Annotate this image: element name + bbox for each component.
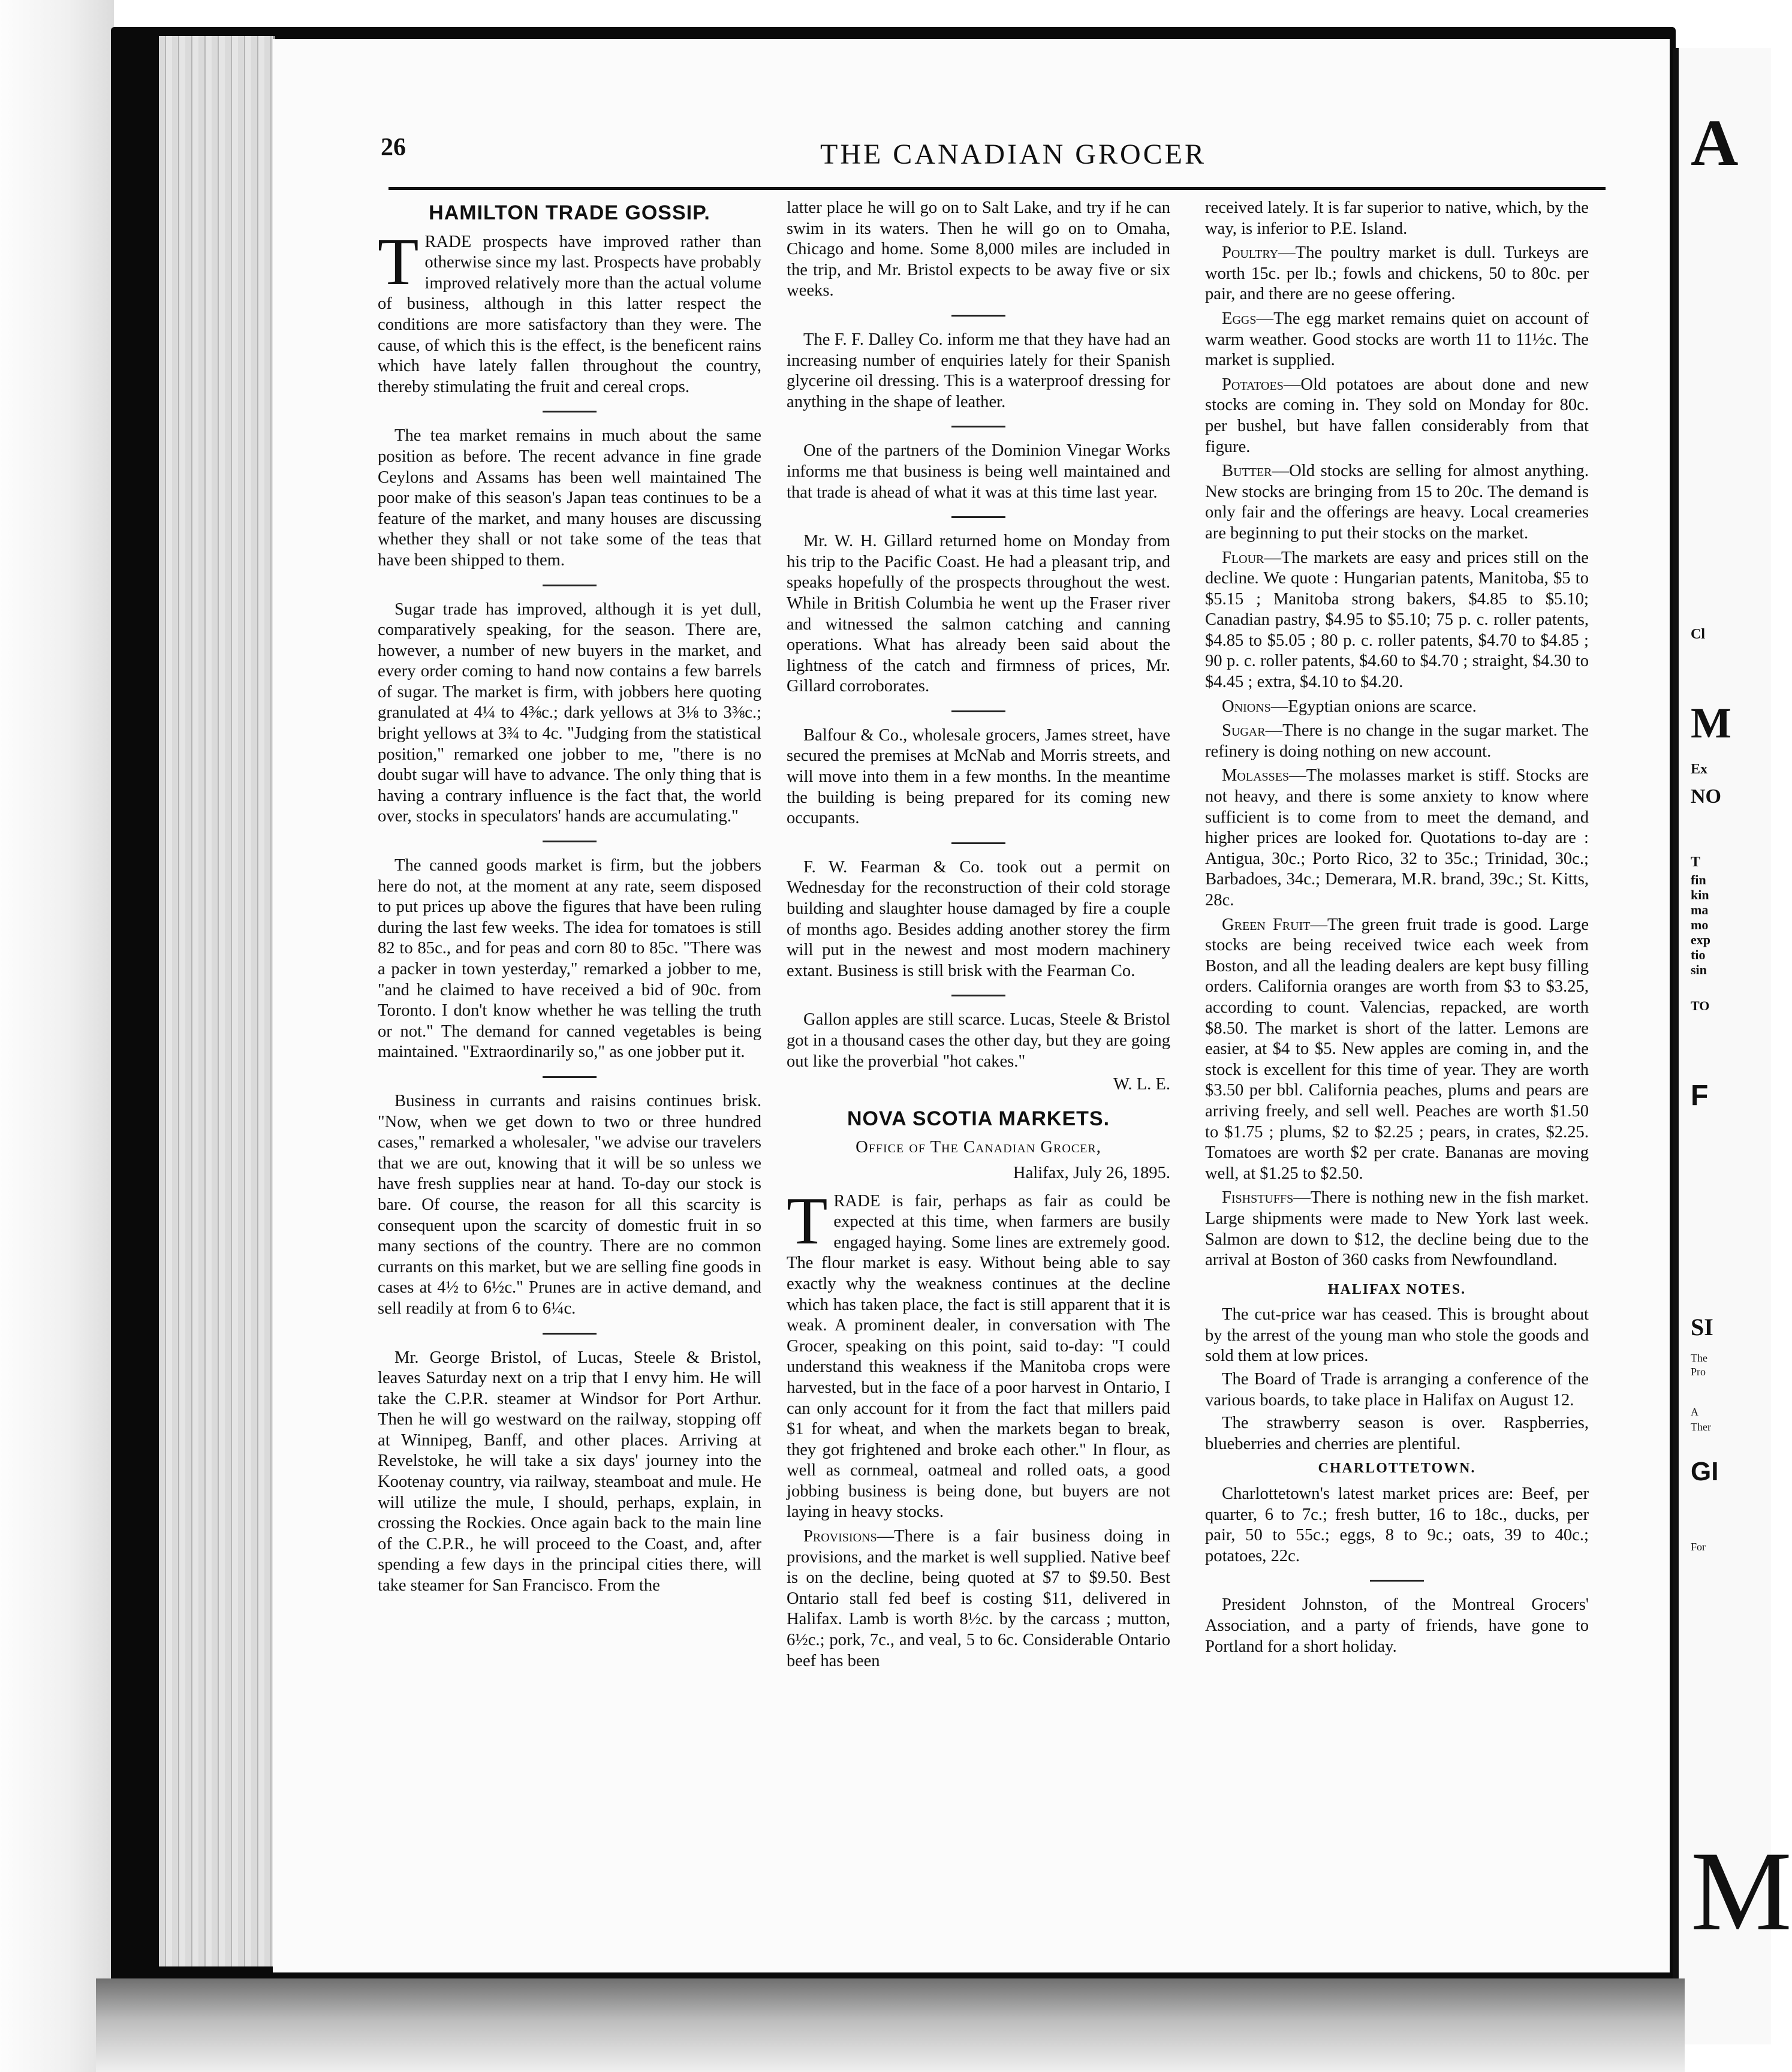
article-paragraph bbox=[1205, 243, 1589, 305]
paragraph-text: —Old potatoes are about done and new stocks are coming in. They sold on Monday for 80c. per bushel, but have fallen considerably from that figure. bbox=[1205, 375, 1589, 456]
section-separator bbox=[543, 1076, 597, 1078]
running-title: THE CANADIAN GROCER bbox=[820, 138, 1206, 170]
fragment-text: SI bbox=[1691, 1314, 1713, 1341]
section-separator bbox=[951, 842, 1005, 844]
section-separator bbox=[951, 710, 1005, 712]
column-3 bbox=[1205, 198, 1589, 1673]
article-paragraph bbox=[378, 224, 761, 398]
section-lead: Provisions bbox=[803, 1527, 877, 1546]
section-lead: Potatoes bbox=[1222, 375, 1284, 394]
paragraph-text: —Egyptian onions are scarce. bbox=[1270, 697, 1477, 716]
section-separator bbox=[951, 995, 1005, 996]
section-separator bbox=[1370, 1580, 1424, 1582]
paragraph-text: —The green fruit trade is good. Large stocks are being received twice each week from Boston, and all the leading dealers are kept busy filling orders. California oranges are worth from $3 to $3.25, according to count. Valencias, repacked, are worth $8.50. The market is short of the latter. Lemons are easier, at $4 to $5. New apples are coming in, and the stock is excellent for this time of year. They are worth $3.50 per bbl. California peaches, plums and pears are arriving freely, and sell well. Peaches are worth $1.50 to $1.75 ; plums, $2 to $2.25 ; pears, in crates, $2.25. Tomatoes are worth $2 per crate. Bananas are moving well, at $1.25 to $2.50. bbox=[1205, 915, 1589, 1183]
section-lead: Flour bbox=[1222, 548, 1264, 567]
fragment-text: A bbox=[1691, 106, 1739, 179]
article-paragraph bbox=[1205, 697, 1589, 718]
section-lead: Poultry bbox=[1222, 243, 1279, 263]
drop-cap: T bbox=[378, 224, 419, 299]
section-heading: HALIFAX NOTES. bbox=[1327, 1281, 1466, 1297]
paragraph-text: RADE prospects have improved rather than otherwise since my last. Prospects have probably improved relatively more than the actual volume of business, although in this latter respect the conditions are more satisfactory than they were. The cause, of which this is the effect, is the beneficent rains which have lately fallen throughout the country, thereby stimulating the fruit and cereal crops. bbox=[378, 232, 761, 396]
article-paragraph: Gallon apples are still scarce. Lucas, Steele & Bristol got in a thousand cases the other day, but they are going out like the proverbial "hot cakes." bbox=[787, 1010, 1170, 1071]
article-paragraph bbox=[787, 1526, 1170, 1672]
fragment-text: The bbox=[1691, 1352, 1707, 1364]
article-paragraph: Business in currants and raisins continues brisk. "Now, when we get down to two or three hundred cases," remarked a wholesaler, "we advise our travelers that we are out, knowing that it will be so unless we have fresh supplies near at hand. To-day our stock is bare. Of course, the reason for all this scarcity is consequent upon the scarcity of domestic fruit in so many sections of the country. There are no common currants on this market, but we are selling fine goods in cases at 4½ to 6½c." Prunes are in active demand, and sell readily at from 6 to 6¼c. bbox=[378, 1091, 761, 1318]
section-lead: Eggs bbox=[1222, 309, 1257, 328]
article-paragraph: The strawberry season is over. Raspberries, blueberries and cherries are plentiful. bbox=[1205, 1414, 1589, 1453]
article-paragraph: The tea market remains in much about the same position as before. The recent advance in fine grade Ceylons and Assams has been well maintained The poor make of this season's Japan teas continues to be a feature of the market, and many houses are discussing whether they shall or not take some of the teas that have been shipped to them. bbox=[378, 426, 761, 570]
article-paragraph: The canned goods market is firm, but the jobbers here do not, at the moment at any rate, seem disposed to put prices up above the figures that have been ruling during the last few weeks. The idea for tomatoes is still 82 to 85c., and for peas and corn 80 to 85c. "There was a packer in town yesterday," remarked a jobber to me, "and he claimed to have received a bid of 90c. from Toronto. I don't know whether he was telling the truth or not." The demand for canned vegetables is being maintained. "Extraordinarily so," as one jobber put it. bbox=[378, 856, 761, 1062]
fragment-text: tio bbox=[1691, 947, 1706, 962]
fragment-text: M bbox=[1691, 1829, 1792, 1954]
fragment-text: GI bbox=[1691, 1457, 1719, 1486]
section-separator bbox=[543, 585, 597, 586]
paragraph-text: —The molasses market is stiff. Stocks are not heavy, and there is some anxiety to know where sufficient is to come from to meet the demand, and higher prices are looked for. Quotations to-day are : Antigua, 30c.; Porto Rico, 32 to 35c.; Trinidad, 30c.; Barbadoes, 34c.; Demerara, M.R. brand, 39c.; St. Kitts, 28c. bbox=[1205, 766, 1589, 909]
article-paragraph: F. W. Fearman & Co. took out a permit on Wednesday for the reconstruction of their cold storage building and slaughter house damaged by fire a couple of months ago. Besides adding another storey the firm will put in the newest and most modern machinery extant. Business is still brisk with the Fearman Co. bbox=[787, 857, 1170, 980]
column-2 bbox=[787, 198, 1170, 1687]
paragraph-text: —There is no change in the sugar market. The refinery is doing nothing on new account. bbox=[1205, 721, 1589, 761]
section-lead: Green Fruit bbox=[1222, 915, 1311, 934]
scanner-edge-shadow bbox=[0, 0, 114, 2072]
fragment-text: fin bbox=[1691, 872, 1706, 887]
section-heading: CHARLOTTETOWN. bbox=[1318, 1460, 1476, 1477]
fragment-text: T bbox=[1691, 854, 1701, 870]
page-number: 26 bbox=[381, 134, 406, 161]
column-1 bbox=[378, 198, 761, 1612]
article-paragraph: The cut-price war has ceased. This is brought about by the arrest of the young man who stole the goods and sold them at low prices. bbox=[1205, 1305, 1589, 1366]
fragment-text: M bbox=[1691, 699, 1731, 747]
dateline: Halifax, July 26, 1895. bbox=[1013, 1163, 1170, 1182]
fragment-text: mo bbox=[1691, 917, 1709, 932]
office-line: Office of The Canadian Grocer, bbox=[856, 1138, 1101, 1157]
article-paragraph: latter place he will go on to Salt Lake, and try if he can swim in its waters. Then he will go on to Omaha, Chicago and home. Some 8,000 miles are included in the trip, and Mr. Bristol expects to be away five or six weeks. bbox=[787, 198, 1170, 300]
fragment-text: Pro bbox=[1691, 1366, 1706, 1378]
adjacent-page-fragment bbox=[1673, 48, 1792, 2044]
section-lead: Fishstuffs bbox=[1222, 1188, 1294, 1207]
fragment-text: NO bbox=[1691, 785, 1721, 808]
article-paragraph bbox=[1205, 548, 1589, 693]
author-signature: W. L. E. bbox=[1113, 1075, 1170, 1094]
section-separator bbox=[951, 426, 1005, 427]
fragment-text: TO bbox=[1691, 998, 1710, 1013]
article-paragraph bbox=[1205, 309, 1589, 371]
paragraph-text: RADE is fair, perhaps as fair as could be expected at this time, when farmers are busily engaged haying. Some lines are extremely good. The flour market is easy. Without being able to say exactly why the weakness continues at the decline which has taken place, the fact is still apparent that it is weak. A prominent dealer, in conversation with The Grocer, speaking on this point, said to-day: "I could understand this weakness if the Manitoba crops were harvested, but in the face of a poor harvest in Ontario, I can only account for it from the fact that millers paid $1 for wheat, and when the markets began to break, they got frightened and broke each other." In flour, as well as cornmeal, oatmeal and rolled oats, a good jobbing business is being done, but buyers are not laying in heavy stocks. bbox=[787, 1191, 1170, 1522]
article-paragraph: The F. F. Dalley Co. inform me that they have had an increasing number of enquiries lately for their Spanish glycerine oil dressing. This is a waterproof dressing for anything in the shape of leather. bbox=[787, 330, 1170, 411]
article-paragraph: Sugar trade has improved, although it is yet dull, comparatively speaking, for the season. There are, however, a number of new buyers in the market, and every order coming to hand now contains a few barrels of sugar. The market is firm, with jobbers here quoting granulated at 4¼ to 4⅜c.; dark yellows at 3⅛ to 3⅜c.; bright yellows at 3¾ to 4c. "Judging from the statistical position," remarked one jobber to me, "there is no doubt sugar will have to advance. The only thing that is having a contrary influence is the fact that, the world over, stocks in speculators' hands are accumulating." bbox=[378, 600, 761, 826]
article-paragraph bbox=[1205, 766, 1589, 911]
article-heading: HAMILTON TRADE GOSSIP. bbox=[429, 201, 710, 224]
article-paragraph: The Board of Trade is arranging a conference of the various boards, to take place in Halifax on August 12. bbox=[1205, 1370, 1589, 1410]
section-lead: Onions bbox=[1222, 697, 1271, 716]
article-paragraph bbox=[1205, 1188, 1589, 1270]
article-paragraph: President Johnston, of the Montreal Grocers' Association, and a party of friends, have gone to Portland for a short holiday. bbox=[1205, 1595, 1589, 1656]
fragment-text: ma bbox=[1691, 902, 1709, 917]
article-heading: NOVA SCOTIA MARKETS. bbox=[847, 1107, 1110, 1130]
section-separator bbox=[951, 315, 1005, 317]
fragment-text: exp bbox=[1691, 932, 1710, 947]
fragment-text: Ther bbox=[1691, 1421, 1711, 1433]
section-lead: Sugar bbox=[1222, 721, 1266, 740]
paragraph-text: —The egg market remains quiet on account of warm weather. Good stocks are worth 11 to 11½c. The market is supplied. bbox=[1205, 309, 1589, 370]
section-lead: Butter bbox=[1222, 462, 1272, 481]
drop-cap: T bbox=[787, 1183, 828, 1258]
article-paragraph bbox=[1205, 915, 1589, 1185]
fragment-text: A bbox=[1691, 1406, 1698, 1418]
paragraph-text: —There is a fair business doing in provisions, and the market is well supplied. Native beef is on the decline, being quoted at $7 to $9.50. Best Ontario stall fed beef is costing $11, delivered in Halifax. Lamb is worth 8½c. by the carcass ; mutton, 6½c.; pork, 7c., and veal, 5 to 6c. Considerable Ontario beef has been bbox=[787, 1527, 1170, 1670]
fragment-text: kin bbox=[1691, 887, 1709, 902]
article-paragraph: Charlottetown's latest market prices are: Beef, per quarter, 6 to 7c.; fresh butter, 16 to 18c., ducks, per pair, 50 to 55c.; eggs, 8 to 9c.; oats, 39 to 40c.; potatoes, 22c. bbox=[1205, 1484, 1589, 1565]
section-separator bbox=[543, 841, 597, 842]
paragraph-text: —Old stocks are selling for almost anything. New stocks are bringing from 15 to 20c. The demand is only fair and the offerings are heavy. Local creameries are beginning to put their stocks on the market. bbox=[1205, 462, 1589, 543]
article-paragraph: received lately. It is far superior to native, which, by the way, is inferior to P.E. Island. bbox=[1205, 198, 1589, 238]
fragment-text: sin bbox=[1691, 962, 1707, 977]
fragment-text: F bbox=[1691, 1080, 1709, 1112]
fragment-text: Ex bbox=[1691, 761, 1708, 777]
section-separator bbox=[543, 411, 597, 412]
section-separator bbox=[951, 516, 1005, 518]
paragraph-text: —There is nothing new in the fish market. Large shipments were made to New York last week. Salmon are down to $12, the decline being due to the arrival at Boston of 360 casks from Newfoundland. bbox=[1205, 1188, 1589, 1270]
paragraph-text: —The poultry market is dull. Turkeys are worth 15c. per lb.; fowls and chickens, 50 to 80c. per pair, and there are no geese offering. bbox=[1205, 243, 1589, 304]
section-lead: Molasses bbox=[1222, 766, 1290, 785]
paragraph-text: —The markets are easy and prices still on the decline. We quote : Hungarian patents, Manitoba, $5 to $5.15 ; Manitoba strong bakers, $4.85 to $5.10; Canadian pastry, $4.95 to $5.10; 75 p. c. roller patents, $4.85 to $5.05 ; 80 p. c. roller patents, $4.70 to $4.85 ; 90 p. c. roller patents, $4.60 to $4.70 ; straight, $4.30 to $4.45 ; extra, $4.10 to $4.20. bbox=[1205, 548, 1589, 692]
section-separator bbox=[543, 1333, 597, 1335]
page-edges bbox=[159, 36, 275, 1966]
article-paragraph: Mr. W. H. Gillard returned home on Monday from his trip to the Pacific Coast. He had a pleasant trip, and speaks hopefully of the prospects throughout the west. While in British Columbia he went up the Fraser river and witnessed the salmon catching and canning operations. What has already been said about the lightness of the catch and firmness of prices, Mr. Gillard corroborates. bbox=[787, 532, 1170, 696]
article-paragraph: Balfour & Co., wholesale grocers, James street, have secured the premises at McNab and Morris streets, and will move into them in a few months. In the meantime the building is being prepared for its coming new occupants. bbox=[787, 725, 1170, 828]
article-paragraph bbox=[1205, 375, 1589, 457]
article-paragraph: Mr. George Bristol, of Lucas, Steele & Bristol, leaves Saturday next on a trip that I envy him. He will take the C.P.R. steamer at Windsor for Port Arthur. Then he will go westward on the railway, stopping off at Winnipeg, Banff, and other places. Arriving at Revelstoke, he will take a six days' journey into the Kootenay country, via railway, steamboat and mule. He will utilize the mule, I should, perhaps, explain, in crossing the Rockies. Once again back to the main line of the C.P.R., he will proceed to the Coast, and, after spending a few days in the principal cities there, will take steamer for San Francisco. From the bbox=[378, 1348, 761, 1595]
article-paragraph bbox=[1205, 721, 1589, 762]
fragment-text: Cl bbox=[1691, 627, 1705, 642]
article-paragraph: One of the partners of the Dominion Vinegar Works informs me that business is being well maintained and that trade is ahead of what it was at this time last year. bbox=[787, 441, 1170, 502]
article-paragraph bbox=[1205, 461, 1589, 544]
article-paragraph bbox=[787, 1183, 1170, 1523]
fragment-text: For bbox=[1691, 1541, 1706, 1553]
header-rule bbox=[388, 187, 1606, 190]
scanner-bottom-shadow bbox=[96, 1978, 1685, 2072]
